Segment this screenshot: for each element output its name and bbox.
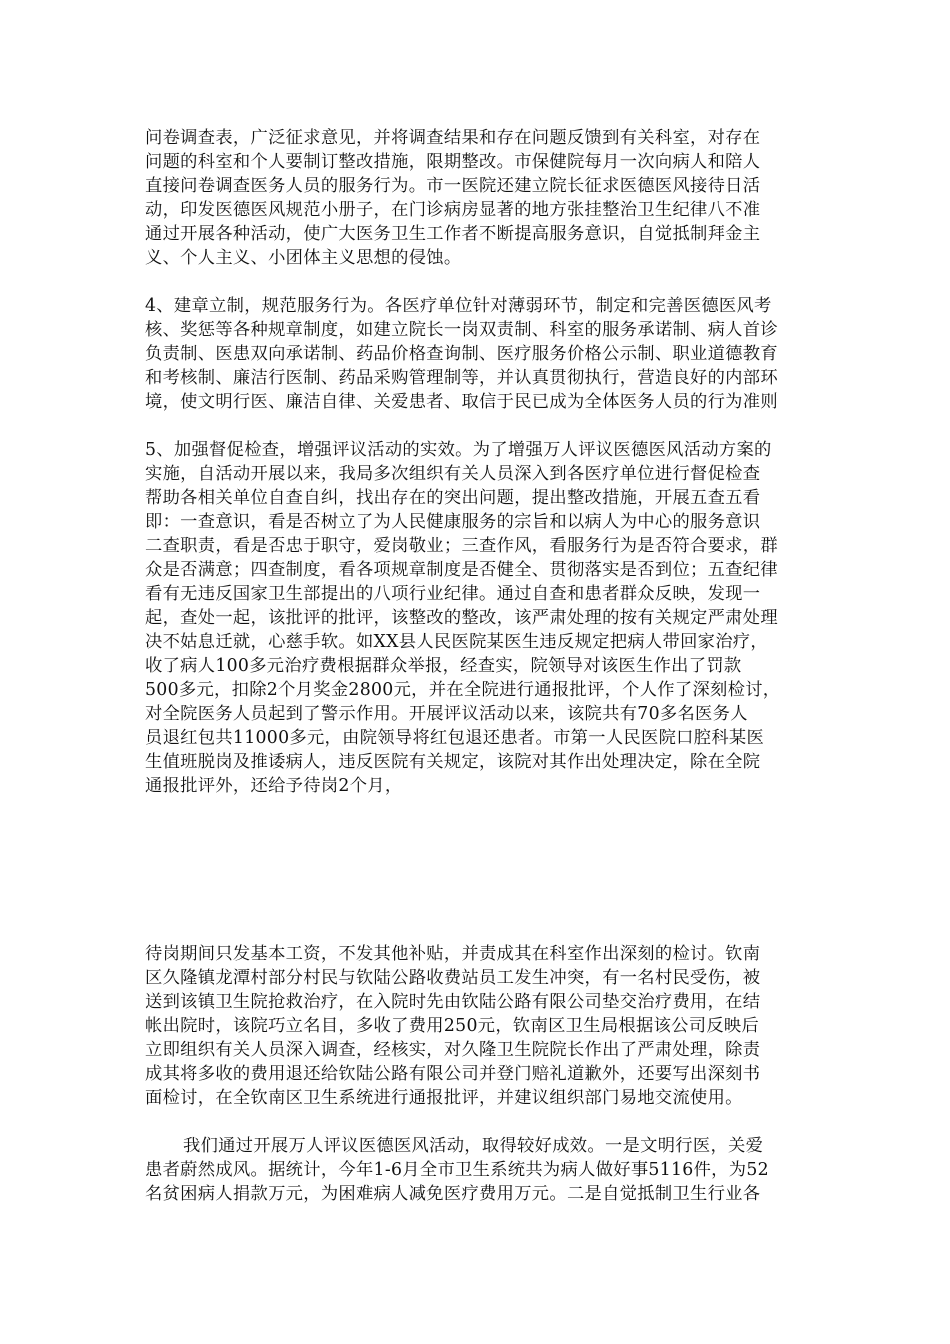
text-line: 成其将多收的费用退还给钦陆公路有限公司并登门赔礼道歉外，还要写出深刻书 (145, 1064, 761, 1084)
text-line: 看有无违反国家卫生部提出的八项行业纪律。通过自查和患者群众反映，发现一 (145, 584, 761, 604)
text-line: 员退红包共11000多元，由院领导将红包退还患者。市第一人民医院口腔科某医 (145, 728, 765, 748)
text-line: 500多元，扣除2个月奖金2800元，并在全院进行通报批评，个人作了深刻检讨， (145, 680, 781, 700)
text-line: 实施，自活动开展以来，我局多次组织有关人员深入到各医疗单位进行督促检查 (145, 464, 761, 484)
text-line: 通报批评外，还给予待岗2个月， (145, 776, 403, 796)
text-line: 负责制、医患双向承诺制、药品价格查询制、医疗服务价格公示制、职业道德教育 (145, 344, 778, 364)
text-line: 生值班脱岗及推诿病人，违反医院有关规定，该院对其作出处理决定，除在全院 (145, 752, 761, 772)
text-line: 直接问卷调查医务人员的服务行为。市一医院还建立院长征求医德医风接待日活 (145, 176, 761, 196)
text-line: 和考核制、廉洁行医制、药品采购管理制等，并认真贯彻执行，营造良好的内部环 (145, 368, 778, 388)
text-line: 核、奖惩等各种规章制度，如建立院长一岗双责制、科室的服务承诺制、病人首诊 (145, 320, 778, 340)
text-line: 4、建章立制，规范服务行为。各医疗单位针对薄弱环节，制定和完善医德医风考 (145, 296, 772, 316)
text-line: 区久隆镇龙潭村部分村民与钦陆公路收费站员工发生冲突，有一名村民受伤，被 (145, 968, 761, 988)
text-line: 我们通过开展万人评议医德医风活动，取得较好成效。一是文明行医，关爱 (183, 1136, 764, 1156)
text-line: 决不姑息迁就，心慈手软。如XX县人民医院某医生违反规定把病人带回家治疗， (145, 632, 768, 652)
text-line: 通过开展各种活动，使广大医务卫生工作者不断提高服务意识，自觉抵制拜金主 (145, 224, 761, 244)
text-line: 问卷调查表，广泛征求意见，并将调查结果和存在问题反馈到有关科室，对存在 (145, 128, 761, 148)
text-line: 境，使文明行医、廉洁自律、关爱患者、取信于民已成为全体医务人员的行为准则 (145, 392, 778, 412)
text-line: 动，印发医德医风规范小册子，在门诊病房显著的地方张挂整治卫生纪律八不准 (145, 200, 761, 220)
text-line: 名贫困病人捐款万元，为困难病人减免医疗费用万元。二是自觉抵制卫生行业各 (145, 1184, 761, 1204)
text-line: 面检讨，在全钦南区卫生系统进行通报批评，并建议组织部门易地交流使用。 (145, 1088, 743, 1108)
text-line: 待岗期间只发基本工资，不发其他补贴，并责成其在科室作出深刻的检讨。钦南 (145, 944, 761, 964)
text-line: 帐出院时，该院巧立名目，多收了费用250元，钦南区卫生局根据该公司反映后 (145, 1016, 760, 1036)
text-line: 对全院医务人员起到了警示作用。开展评议活动以来，该院共有70多名医务人 (145, 704, 748, 724)
text-line: 送到该镇卫生院抢救治疗，在入院时先由钦陆公路有限公司垫交治疗费用，在结 (145, 992, 761, 1012)
text-line: 患者蔚然成风。据统计，今年1-6月全市卫生系统共为病人做好事5116件，为52 (145, 1160, 769, 1180)
text-line: 帮助各相关单位自查自纠，找出存在的突出问题，提出整改措施，开展五查五看 (145, 488, 761, 508)
text-line: 即：一查意识，看是否树立了为人民健康服务的宗旨和以病人为中心的服务意识 (145, 512, 761, 532)
text-line: 5、加强督促检查，增强评议活动的实效。为了增强万人评议医德医风活动方案的 (145, 440, 772, 460)
text-line: 起，查处一起，该批评的批评，该整改的整改，该严肃处理的按有关规定严肃处理 (145, 608, 778, 628)
text-line: 问题的科室和个人要制订整改措施，限期整改。市保健院每月一次向病人和陪人 (145, 152, 761, 172)
text-line: 收了病人100多元治疗费根据群众举报，经查实，院领导对该医生作出了罚款 (145, 656, 742, 676)
text-line: 义、个人主义、小团体主义思想的侵蚀。 (145, 248, 462, 268)
text-line: 立即组织有关人员深入调查，经核实，对久隆卫生院院长作出了严肃处理，除责 (145, 1040, 761, 1060)
text-line: 众是否满意；四查制度，看各项规章制度是否健全、贯彻落实是否到位；五查纪律 (145, 560, 778, 580)
text-line: 二查职责，看是否忠于职守，爱岗敬业；三查作风，看服务行为是否符合要求，群 (145, 536, 778, 556)
